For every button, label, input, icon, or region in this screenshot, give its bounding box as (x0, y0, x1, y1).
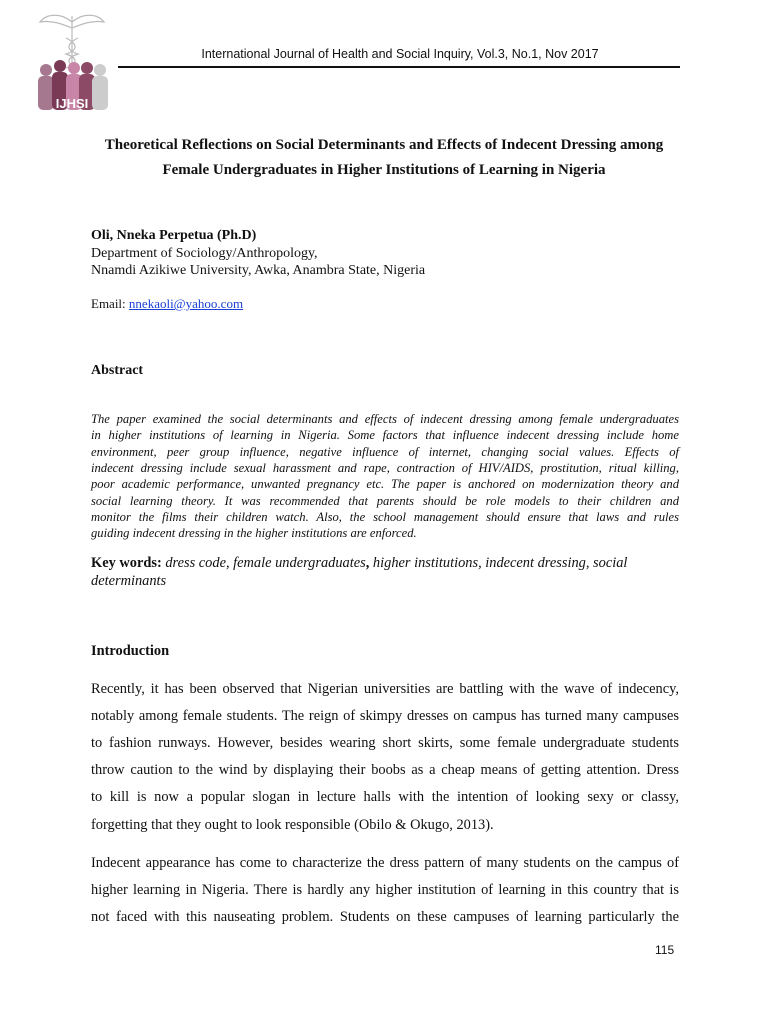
email-link[interactable]: nnekaoli@yahoo.com (128, 296, 244, 311)
text-line: notably among female students. The reign of skimpy dresses on campus has turned many campuses (91, 708, 679, 725)
author-email-row (91, 296, 243, 312)
keywords-line-2: determinants (91, 573, 167, 589)
text-line: social learning theory. It was recommended that parents should be role models to their children and (91, 493, 679, 508)
text-line: indecent dressing include sexual harassment and rape, contraction of HIV/AIDS, prostitution, ritual killing, (91, 460, 679, 475)
text-line: monitor the films their children watch. Also, the school management should ensure that laws and rules (91, 509, 679, 524)
text-line: guiding indecent dressing in the higher institutions are enforced. (91, 526, 417, 541)
text-line: forgetting that they ought to look responsible (Obilo & Okugo, 2013). (91, 816, 494, 833)
journal-header: International Journal of Health and Social Inquiry, Vol.3, No.1, Nov 2017 (201, 47, 599, 61)
text-line: The paper examined the social determinants and effects of indecent dressing among female undergraduates (91, 412, 679, 426)
text-line: environment, peer group influence, negative influence of internet, changing social values. Effects of (91, 444, 679, 459)
text-line: poor academic performance, unwanted pregnancy etc. The paper is anchored on modernization theory and (91, 477, 679, 492)
text-line: not faced with this nauseating problem. Students on these campuses of learning particularly the (91, 909, 679, 926)
email-label: Email: (91, 296, 129, 311)
journal-logo (32, 8, 112, 112)
text-line: in higher institutions of learning in Nigeria. Some factors that influence indecent dressing include home (91, 428, 679, 443)
text-line: throw caution to the wind by displaying their boobs as a cheap means of getting attention. Dress (91, 762, 679, 779)
text-line: to kill is now a popular slogan in lecture halls with the intention of looking sexy or classy, (91, 789, 679, 806)
text-line: Recently, it has been observed that Nigerian universities are battling with the wave of indecency, (91, 681, 679, 697)
keywords-comma: , (365, 555, 370, 571)
paper-title-line-1: Theoretical Reflections on Social Determinants and Effects of Indecent Dressing among (104, 137, 664, 153)
author-name: Oli, Nneka Perpetua (Ph.D) (91, 228, 257, 243)
svg-text:IJHSI: IJHSI (55, 96, 89, 111)
keywords (91, 555, 679, 572)
text-line: to fashion runways. However, besides wearing short skirts, some female undergraduate students (91, 735, 679, 752)
introduction-heading: Introduction (91, 643, 170, 659)
keywords-text: dress code, female undergraduates (161, 555, 366, 571)
author-department: Department of Sociology/Anthropology, (91, 246, 318, 261)
text-line: higher learning in Nigeria. There is hardly any higher institution of learning in this country that is (91, 882, 679, 899)
paper-title-line-2: Female Undergraduates in Higher Institutions of Learning in Nigeria (162, 162, 606, 178)
keywords-text: higher institutions, indecent dressing, social (369, 555, 628, 571)
text-line: Indecent appearance has come to characterize the dress pattern of many students on the campus of (91, 855, 679, 871)
header-rule (118, 66, 680, 68)
abstract-heading: Abstract (91, 363, 144, 378)
page-number: 115 (655, 943, 675, 957)
keywords-label: Key words: (91, 555, 162, 571)
author-university: Nnamdi Azikiwe University, Awka, Anambra State, Nigeria (91, 263, 426, 278)
